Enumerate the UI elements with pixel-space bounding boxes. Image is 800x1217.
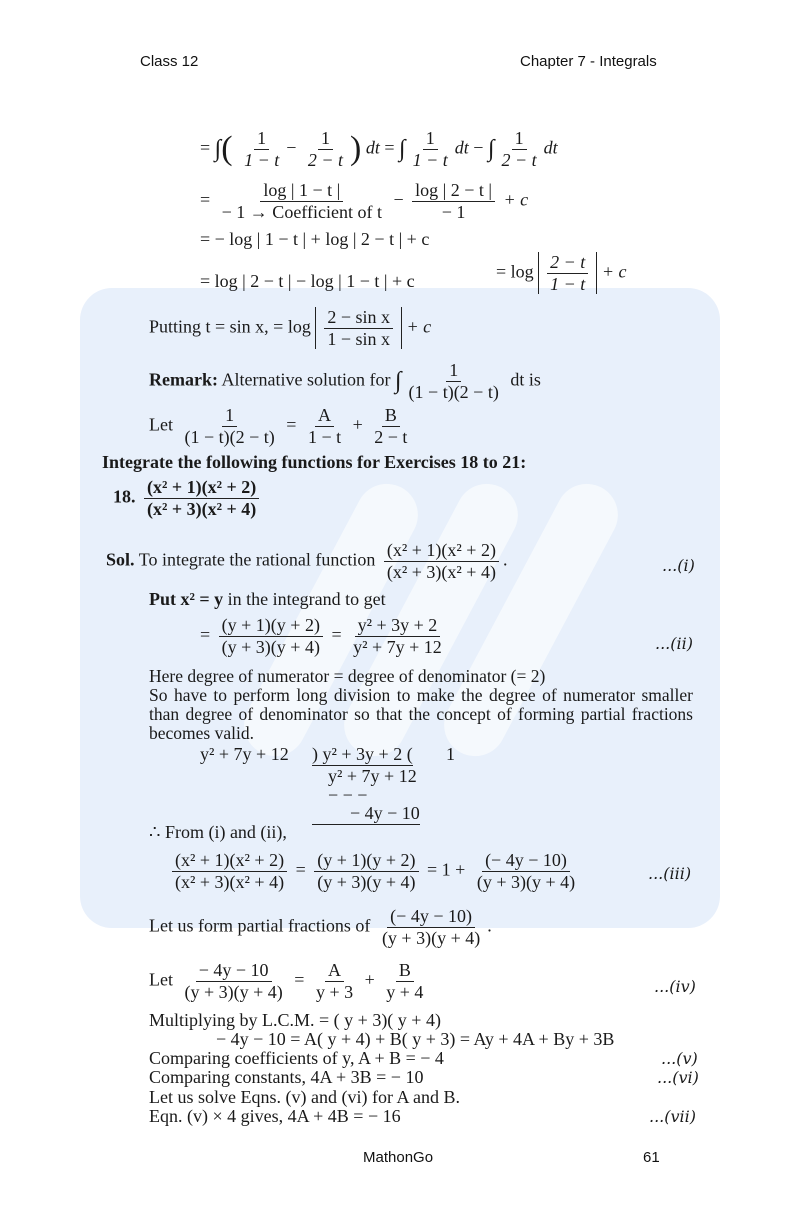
footer-page-number: 61 [643,1149,660,1166]
eqn-vii-line: Eqn. (v) × 4 gives, 4A + 4B = − 16 [149,1106,401,1126]
eq-tag-vii: ...(vii) [649,1107,697,1126]
remark-let: Let $\frac{1}{(1 - t)(2 - t)}$ = $\frac{A}{1 - t}$ + $\frac{B}{2 - t}$ [149,405,408,447]
integral-sign: ∫ [214,136,222,163]
division-remainder: − 4y − 10 [312,804,420,825]
compare-constants: Comparing constants, 4A + 3B = − 10 [149,1067,424,1087]
from-statement: ∴ From (i) and (ii), [149,822,287,842]
expand-line: − 4y − 10 = A( y + 4) + B( y + 3) = Ay + 4A + By + 3B [216,1029,615,1049]
step-3: = − log | 1 − t | + log | 2 − t | + c [200,229,430,249]
question-18: 18. $\frac{\text{(x² + 1)(x² + 2)}}{\text{(x² + 3)(x² + 4)}}$ [113,477,263,519]
eq-tag-iii: ...(iii) [648,864,692,883]
division-quotient: 1 [446,744,455,764]
step-2: = $\frac{\log | 1 - t |}{\text{− 1 → Coefficient of t}}$ − $\frac{\log | 2 - t |}{- 1}$ + c [200,180,529,222]
division-divisor: y² + 7y + 12 [200,744,289,764]
equals: = [200,137,211,158]
step-4-right: = log $\frac{2 - t}{1 - t}$ + c [496,252,627,294]
footer-brand: MathonGo [363,1149,434,1166]
paragraph-degree: Here degree of numerator = degree of denominator (= 2) [149,666,546,686]
fraction: $\frac{\log | 1 - t |}{\text{− 1 → Coefficient of t}}$ [221,180,382,222]
division-dividend: ) y² + 3y + 2 ( [312,744,413,764]
fraction: $\frac{1}{1 - t}$ [244,128,280,170]
remark: Remark: Alternative solution for ∫ $\frac{1}{(1 - t)(2 - t)}$ dt is [149,360,541,402]
step-1: = ∫( $\frac{1}{1 - t}$ − $\frac{1}{2 - t}$ ) dt = ∫ $\frac{1}{1 - t}$ dt − ∫ $\frac{1}{2 - t}$ dt [200,128,558,170]
step-4-left: = log | 2 − t | − log | 1 − t | + c [200,271,415,291]
exercise-heading: Integrate the following functions for Exercises 18 to 21: [102,452,527,472]
equation-iv: Let $\frac{- 4y - 10}{(y + 3)(y + 4)}$ = $\frac{A}{y + 3}$ + $\frac{B}{y + 4}$ [149,960,424,1002]
paragraph-long-division: So have to perform long division to make the degree of numerator smaller than degree of denominator so that the concept of forming partial fractions becomes valid. [149,685,693,743]
eq-tag-i: ...(i) [662,556,695,575]
equation-iii: $\frac{\text{(x² + 1)(x² + 2)}}{\text{(x² + 3)(x² + 4)}}$ = $\frac{(y + 1)(y + 2)}{(y + 3)(y + 4)}$ = 1 + $\frac{(- 4y - 10)}{(y + 3)(y + 4)}$ [168,850,582,892]
division-subtract: y² + 7y + 12 [328,766,417,786]
fraction: $\frac{1}{2 - t}$ [307,128,344,170]
eq-tag-iv: ...(iv) [654,977,696,996]
step-5: Putting t = sin x, = log $\frac{\text{2 − sin x}}{\text{1 − sin x}}$ + c [149,307,432,349]
eq-tag-ii: ...(ii) [655,634,693,653]
partial-fraction-intro: Let us form partial fractions of $\frac{(- 4y - 10)}{(y + 3)(y + 4)}$ . [149,906,492,948]
compare-y: Comparing coefficients of y, A + B = − 4 [149,1048,444,1068]
lcm-line: Multiplying by L.C.M. = ( y + 3)( y + 4) [149,1010,441,1030]
division-signs: − − − [328,785,368,805]
solution-intro: Sol. To integrate the rational function $\frac{\text{(x² + 1)(x² + 2)}}{\text{(x² + 3)(x² + 4)}}$ . [106,540,508,582]
eq-tag-vi: ...(vi) [657,1068,699,1087]
solve-line: Let us solve Eqns. (v) and (vi) for A and B. [149,1087,460,1107]
header-chapter: Chapter 7 - Integrals [520,53,657,70]
header-class: Class 12 [140,53,199,70]
eq-tag-v: ...(v) [661,1049,698,1068]
put-substitution: Put x² = y in the integrand to get [149,589,386,609]
equation-ii: = $\frac{(y + 1)(y + 2)}{(y + 3)(y + 4)}$ = $\frac{\text{y² + 3y + 2}}{\text{y² + 7y + 12}}$ [200,615,442,657]
